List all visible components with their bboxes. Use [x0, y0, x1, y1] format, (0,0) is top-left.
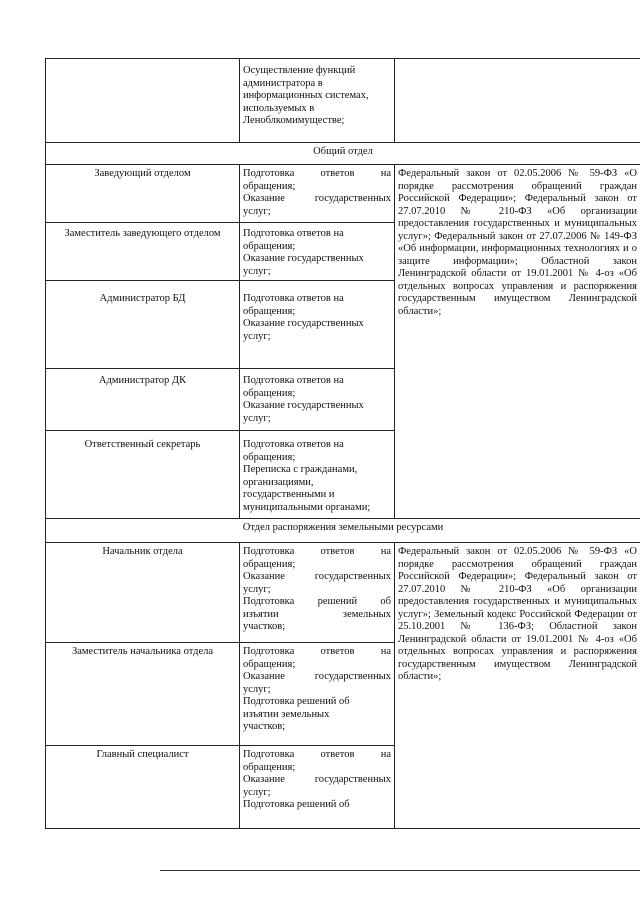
function-line: Оказание государственных	[243, 671, 391, 682]
function-line: муниципальными органами;	[243, 501, 371, 513]
position-cell: Заместитель заведующего отделом	[46, 223, 240, 281]
function-line: Оказание государственных	[243, 774, 391, 785]
function-line: Подготовка решений об	[243, 799, 350, 810]
function-cell	[240, 369, 395, 431]
function-line: обращения;	[243, 558, 296, 570]
page-bottom-rule	[160, 870, 640, 871]
function-line: Оказание государственных	[243, 193, 391, 204]
function-line: Подготовка ответов на	[243, 228, 344, 239]
function-line: обращения;	[243, 387, 296, 399]
function-line: услуг;	[243, 205, 271, 217]
function-line: услуг;	[243, 330, 271, 342]
position-cell: Заведующий отделом	[46, 165, 240, 223]
function-cell	[240, 643, 395, 746]
function-line: информационных системах,	[243, 90, 369, 101]
function-line: Оказание государственных	[243, 318, 364, 329]
function-line: обращения;	[243, 658, 296, 670]
law-cell: Федеральный закон от 02.05.2006 № 59-ФЗ «О порядке рассмотрения обращений граждан Российской Федерации»; Федеральный закон от 27.07.2010 № 210-ФЗ «Об организации предоставления государственных и муниципальных услуг»; Земельный кодекс Российской Федерации от 25.10.2001 № 136-ФЗ; Областной закон Ленинградской области от 19.01.2001 № 4-оз «Об отдельных вопросах управления и распоряжения государственным имуществом Ленинградской области»;	[395, 543, 640, 829]
function-line: услуг;	[243, 683, 271, 695]
function-cell	[240, 165, 395, 223]
position-cell: Главный специалист	[46, 746, 240, 829]
function-line: услуг;	[243, 786, 271, 798]
function-line: Подготовка ответов на	[243, 646, 391, 657]
function-line: Подготовка ответов на	[243, 293, 344, 304]
function-line: обращения;	[243, 761, 296, 773]
function-line: изъятии земельных	[243, 708, 330, 720]
function-cell	[240, 223, 395, 281]
function-line: Осуществление функций	[243, 65, 356, 76]
function-line: Подготовка ответов на	[243, 375, 344, 386]
position-cell: Ответственный секретарь	[46, 431, 240, 519]
function-line: услуг;	[243, 583, 271, 595]
function-line: изъятии земельных	[243, 608, 391, 620]
function-cell	[240, 746, 395, 829]
section-header-row	[46, 143, 640, 165]
function-line: Оказание государственных	[243, 571, 391, 582]
function-line: обращения;	[243, 180, 296, 192]
function-line: Подготовка ответов на	[243, 749, 391, 760]
function-line: услуг;	[243, 265, 271, 277]
position-cell: Администратор БД	[46, 281, 240, 369]
function-cell	[240, 281, 395, 369]
section-title: Общий отдел	[46, 143, 640, 165]
function-line: обращения;	[243, 305, 296, 317]
function-line: участков;	[243, 721, 286, 732]
table-row	[46, 543, 640, 643]
function-cell	[240, 59, 395, 143]
function-line: обращения;	[243, 451, 296, 463]
section-header-row	[46, 519, 640, 543]
function-line: администратора в	[243, 77, 323, 89]
function-line: Переписка с гражданами,	[243, 464, 358, 475]
function-line: Подготовка ответов на	[243, 168, 391, 179]
position-cell: Администратор ДК	[46, 369, 240, 431]
function-line: участков;	[243, 621, 286, 632]
function-cell	[240, 543, 395, 643]
function-line: Оказание государственных	[243, 253, 364, 264]
position-cell	[46, 59, 240, 143]
function-line: Подготовка решений об	[243, 696, 350, 707]
table-row	[46, 165, 640, 223]
function-line: Подготовка ответов на	[243, 546, 391, 557]
function-line: обращения;	[243, 240, 296, 252]
law-cell: Федеральный закон от 02.05.2006 № 59-ФЗ «О порядке рассмотрения обращений граждан Российской Федерации»; Федеральный закон от 27.07.2010 № 210-ФЗ «Об организации предоставления государственных и муниципальных услуг»; Федеральный закон от 27.07.2006 № 149-ФЗ «Об информации, информационных технологиях и о защите информации»; Областной закон Ленинградской области от 19.01.2001 № 4-оз «Об отдельных вопросах управления и распоряжения государственным имуществом Ленинградской области»;	[395, 165, 640, 519]
function-line: Подготовка ответов на	[243, 439, 344, 450]
position-cell: Заместитель начальника отдела	[46, 643, 240, 746]
positions-table	[45, 58, 640, 829]
function-line: услуг;	[243, 412, 271, 424]
function-line: Подготовка решений об	[243, 596, 391, 607]
position-cell: Начальник отдела	[46, 543, 240, 643]
table-row	[46, 59, 640, 143]
function-line: Оказание государственных	[243, 400, 364, 411]
function-line: государственными и	[243, 489, 335, 500]
function-cell	[240, 431, 395, 519]
function-line: организациями,	[243, 476, 314, 488]
section-title: Отдел распоряжения земельными ресурсами	[46, 519, 640, 543]
function-line: используемых в	[243, 102, 315, 114]
law-cell	[395, 59, 640, 143]
function-line: Леноблкомимуществе;	[243, 115, 345, 126]
